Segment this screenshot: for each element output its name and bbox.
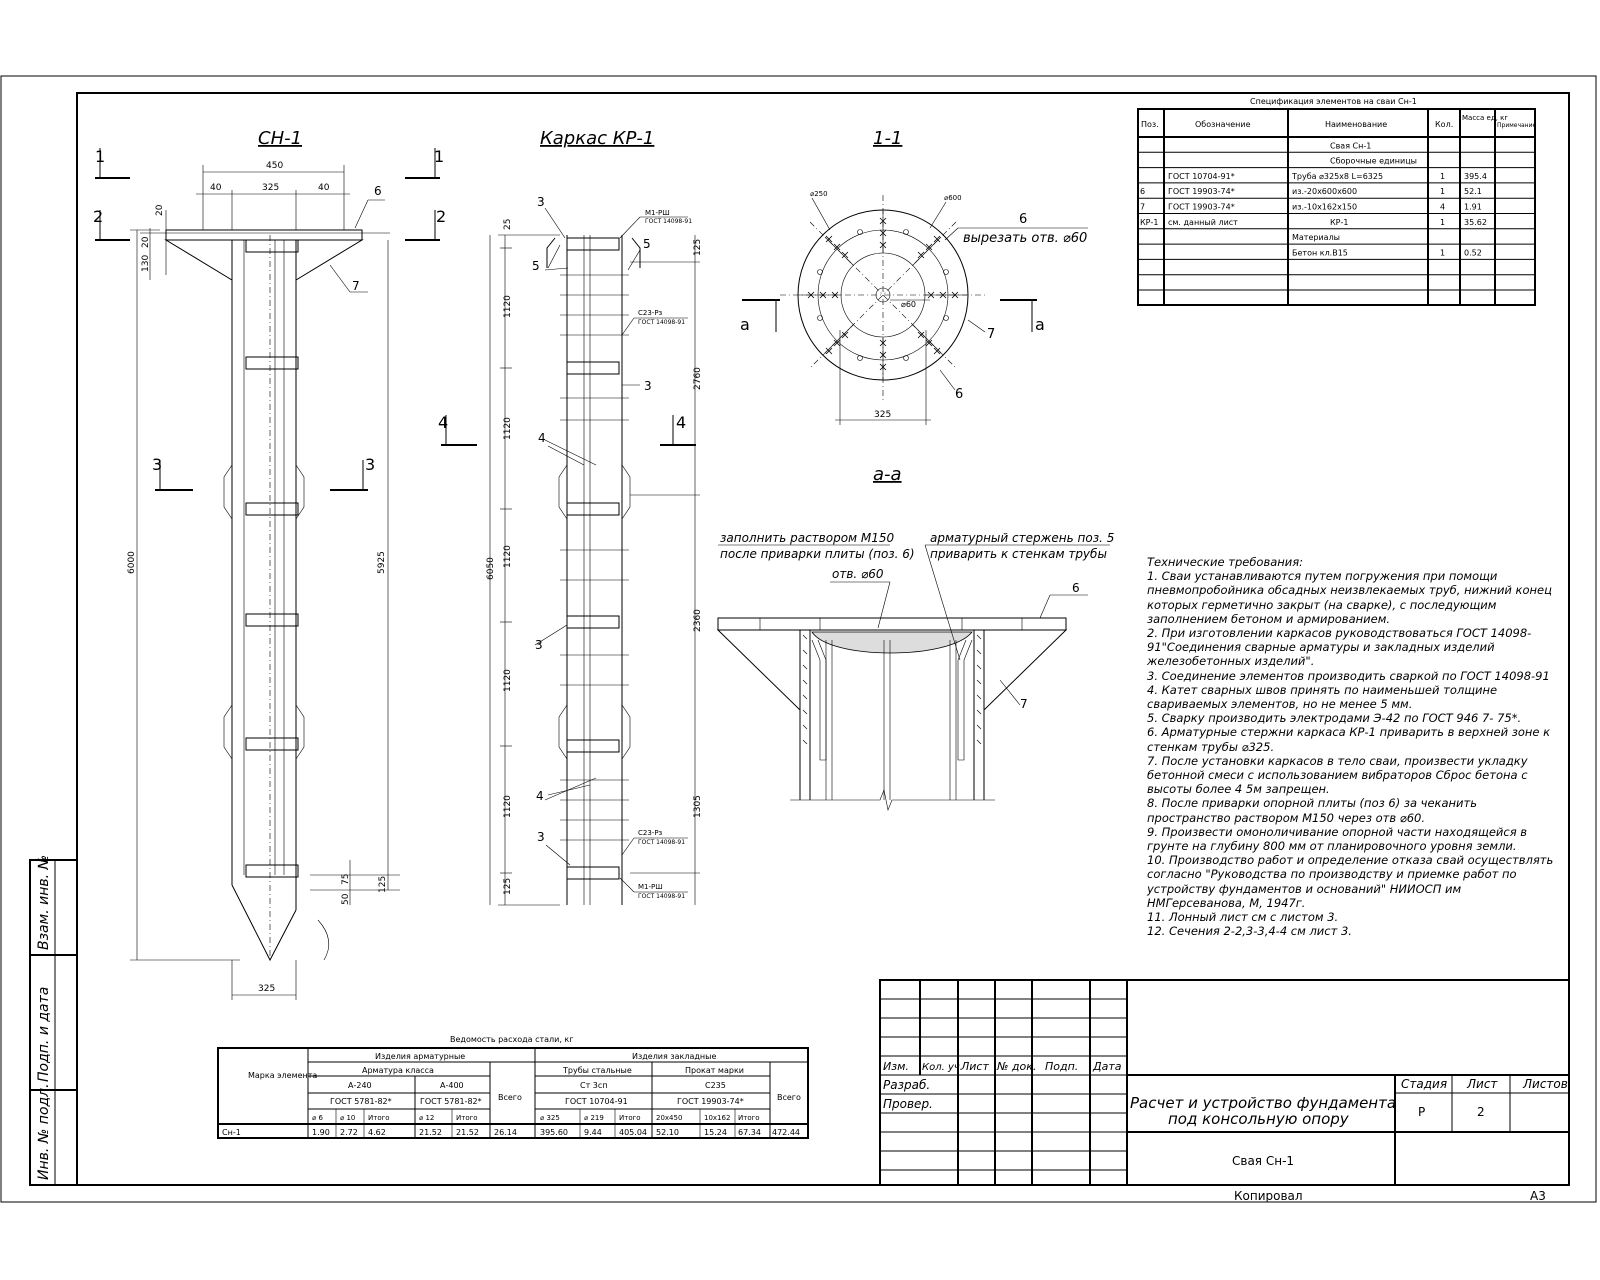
svg-text:С23-Рз: С23-Рз xyxy=(638,309,663,317)
tech-item: 6. Арматурные стержни каркаса КР-1 приварить в верхней зоне к стенкам трубы ⌀325. xyxy=(1147,725,1551,754)
steel-row-cell: 9.44 xyxy=(584,1128,602,1137)
svg-text:Арматура класса: Арматура класса xyxy=(362,1066,434,1075)
svg-text:Трубы стальные: Трубы стальные xyxy=(563,1066,632,1075)
steel-row-cell: 2.72 xyxy=(340,1128,358,1137)
svg-text:Расчет и устройство фундамента: Расчет и устройство фундамента xyxy=(1130,1094,1397,1112)
svg-text:50: 50 xyxy=(341,893,351,905)
spec-title: Спецификация элементов на сваи Сн-1 xyxy=(1250,97,1417,106)
svg-text:Изделия закладные: Изделия закладные xyxy=(632,1052,717,1061)
svg-text:⌀250: ⌀250 xyxy=(810,190,828,198)
steel-sub-header: 20х450 xyxy=(656,1114,683,1122)
svg-text:6: 6 xyxy=(1072,581,1080,595)
svg-text:125: 125 xyxy=(693,238,703,256)
spec-cell: из.-10х162х150 xyxy=(1292,202,1358,212)
svg-text:Лист: Лист xyxy=(1467,1077,1498,1091)
svg-text:Обозначение: Обозначение xyxy=(1195,120,1251,129)
steel-row-cell: 26.14 xyxy=(494,1128,517,1137)
svg-text:1120: 1120 xyxy=(503,795,513,818)
steel-sub-header: Итого xyxy=(619,1114,641,1122)
svg-text:325: 325 xyxy=(258,984,276,994)
steel-title: Ведомость расхода стали, кг xyxy=(450,1035,574,1044)
tech-item: 1. Сваи устанавливаются путем погружения при помощи пневмопробойника обсадных неизвлекаемых труб, нижний конец которых герметично закрыт (на сварке), с последующим заполнением бетоном и армированием. xyxy=(1147,569,1552,626)
svg-text:а: а xyxy=(1035,315,1045,334)
steel-sub-header: ⌀ 10 xyxy=(340,1114,356,1122)
steel-row-cell: 21.52 xyxy=(456,1128,479,1137)
svg-text:3: 3 xyxy=(537,195,545,209)
svg-text:ГОСТ 19903-74*: ГОСТ 19903-74* xyxy=(677,1097,744,1106)
steel-sub-header: Итого xyxy=(456,1114,478,1122)
spec-cell: 1 xyxy=(1440,187,1446,197)
svg-text:3: 3 xyxy=(152,455,163,474)
steel-row-cell: 405.04 xyxy=(619,1128,647,1137)
svg-text:арматурный стержень поз. 5: арматурный стержень поз. 5 xyxy=(930,531,1115,545)
svg-text:ГОСТ 10704-91: ГОСТ 10704-91 xyxy=(565,1097,628,1106)
spec-cell: Материалы xyxy=(1292,233,1340,243)
side-podp: Подп. и дата xyxy=(36,986,52,1082)
svg-text:Ст 3сп: Ст 3сп xyxy=(580,1081,608,1090)
spec-cell: 1.91 xyxy=(1464,202,1482,212)
svg-text:5925: 5925 xyxy=(377,551,387,574)
svg-text:Разраб.: Разраб. xyxy=(883,1078,931,1092)
svg-text:1120: 1120 xyxy=(503,545,513,568)
svg-text:3: 3 xyxy=(365,455,376,474)
svg-text:3: 3 xyxy=(537,830,545,844)
tech-item: 3. Соединение элементов производить сваркой по ГОСТ 14098-91 xyxy=(1147,668,1550,683)
steel-sub-header: ⌀ 6 xyxy=(312,1114,323,1122)
svg-text:Наименование: Наименование xyxy=(1325,120,1388,129)
svg-text:С235: С235 xyxy=(705,1081,726,1090)
svg-text:отв. ⌀60: отв. ⌀60 xyxy=(832,567,884,581)
svg-text:325: 325 xyxy=(874,410,892,420)
steel-row-cell: 395.60 xyxy=(540,1128,568,1137)
tech-item: 5. Сварку производить электродами Э-42 по ГОСТ 946 7- 75*. xyxy=(1147,711,1522,726)
svg-text:Масса ед, кг: Масса ед, кг xyxy=(1462,114,1509,122)
technical-requirements xyxy=(1147,555,1557,938)
tech-item: 11. Лонный лист см с листом 3. xyxy=(1147,910,1339,925)
svg-text:Прокат марки: Прокат марки xyxy=(685,1066,744,1075)
svg-text:40: 40 xyxy=(210,183,222,193)
tech-item: 8. После приварки опорной плиты (поз 6) за чеканить пространство раствором М150 через отв ⌀60. xyxy=(1147,796,1477,825)
svg-text:Листов: Листов xyxy=(1523,1077,1568,1091)
svg-text:ГОСТ 14098-91: ГОСТ 14098-91 xyxy=(638,893,686,900)
svg-text:2760: 2760 xyxy=(693,367,703,390)
svg-text:4: 4 xyxy=(676,413,687,432)
steel-row-cell: 1.90 xyxy=(312,1128,330,1137)
steel-sub-header: 10х162 xyxy=(704,1114,731,1122)
svg-text:6: 6 xyxy=(955,387,964,402)
svg-text:6: 6 xyxy=(1019,212,1028,227)
section-a-a xyxy=(718,464,1114,810)
svg-text:1120: 1120 xyxy=(503,669,513,692)
spec-cell: Бетон кл.В15 xyxy=(1292,248,1348,258)
svg-text:⌀60: ⌀60 xyxy=(901,300,916,309)
svg-text:1: 1 xyxy=(434,147,445,166)
side-vzam: Взам. инв. № xyxy=(36,854,52,950)
svg-text:6000: 6000 xyxy=(127,551,137,574)
tech-item: 12. Сечения 2-2,3-3,4-4 см лист 3. xyxy=(1147,924,1352,939)
svg-text:А-400: А-400 xyxy=(440,1081,464,1090)
svg-text:1: 1 xyxy=(95,147,106,166)
svg-text:под консольную опору: под консольную опору xyxy=(1168,1110,1349,1128)
steel-row-cell: 472.44 xyxy=(772,1128,800,1137)
tech-title: Технические требования: xyxy=(1147,555,1304,569)
spec-cell: из.-20х600х600 xyxy=(1292,187,1358,197)
steel-row-cell: 67.34 xyxy=(738,1128,761,1137)
svg-text:⌀600: ⌀600 xyxy=(944,194,962,202)
svg-text:Примечание: Примечание xyxy=(1497,122,1537,129)
svg-text:Поз.: Поз. xyxy=(1141,120,1159,129)
svg-text:325: 325 xyxy=(262,183,280,193)
svg-text:Провер.: Провер. xyxy=(883,1097,933,1111)
pile-view xyxy=(93,128,449,1000)
svg-text:130: 130 xyxy=(141,254,151,272)
tech-item: 9. Произвести омоноличивание опорной части находящейся в грунте на глубину 800 мм от планировочного уровня земли. xyxy=(1147,824,1528,854)
svg-text:6: 6 xyxy=(374,184,382,198)
section11-title: 1-1 xyxy=(873,128,903,149)
spec-cell: 4 xyxy=(1440,202,1446,212)
spec-cell: КР-1 xyxy=(1140,217,1159,227)
svg-text:Изм.: Изм. xyxy=(883,1060,909,1073)
title-block xyxy=(880,980,1569,1185)
svg-text:1120: 1120 xyxy=(503,295,513,318)
side-strip xyxy=(30,855,77,1185)
footer-copy: Копировал xyxy=(1234,1189,1303,1203)
svg-text:25: 25 xyxy=(503,218,513,230)
svg-text:1120: 1120 xyxy=(503,417,513,440)
svg-text:3: 3 xyxy=(535,638,543,652)
steel-row-cell: 21.52 xyxy=(419,1128,442,1137)
tech-item: 2. При изготовлении каркасов руководствоваться ГОСТ 14098-91"Соединения сварные арматуры и закладных изделий железобетонных изделий". xyxy=(1147,626,1532,669)
steel-row-cell: 4.62 xyxy=(368,1128,386,1137)
svg-text:5: 5 xyxy=(643,237,651,251)
steel-sub-header: ⌀ 12 xyxy=(419,1114,435,1122)
spec-cell: 0.52 xyxy=(1464,248,1482,258)
spec-cell: ГОСТ 19903-74* xyxy=(1168,202,1235,212)
svg-text:4: 4 xyxy=(536,789,544,803)
svg-text:С23-Рз: С23-Рз xyxy=(638,829,663,837)
tech-item: 10. Производство работ и определение отказа свай осуществлять согласно "Руководства по производству и приемке работ по устройству фундаментов и оснований" НИИОСП им НМГерсеванова, М, 1947г. xyxy=(1147,853,1554,910)
svg-text:Всего: Всего xyxy=(777,1093,801,1102)
spec-cell: 1 xyxy=(1440,248,1446,258)
svg-text:7: 7 xyxy=(1020,697,1028,711)
side-inv: Инв. № подл. xyxy=(36,1083,52,1180)
svg-text:5: 5 xyxy=(532,259,540,273)
svg-text:М1-РШ: М1-РШ xyxy=(645,209,670,217)
spec-table xyxy=(1138,97,1536,305)
svg-text:20: 20 xyxy=(155,204,165,216)
svg-text:Марка элемента: Марка элемента xyxy=(248,1071,318,1080)
svg-text:Подп.: Подп. xyxy=(1045,1060,1079,1073)
spec-cell: Свая Сн-1 xyxy=(1330,141,1372,151)
spec-cell: КР-1 xyxy=(1330,217,1349,227)
spec-cell: 52.1 xyxy=(1464,187,1482,197)
svg-text:Свая Сн-1: Свая Сн-1 xyxy=(1232,1154,1295,1168)
spec-cell: 1 xyxy=(1440,171,1446,181)
svg-text:2: 2 xyxy=(436,207,447,226)
spec-cell: ГОСТ 10704-91* xyxy=(1168,171,1235,181)
svg-text:1305: 1305 xyxy=(693,795,703,818)
svg-text:4: 4 xyxy=(438,413,449,432)
spec-cell: 6 xyxy=(1140,187,1146,197)
svg-text:75: 75 xyxy=(341,873,351,885)
svg-text:а: а xyxy=(740,315,750,334)
svg-text:40: 40 xyxy=(318,183,330,193)
svg-text:№ док.: № док. xyxy=(997,1060,1037,1073)
svg-text:7: 7 xyxy=(352,279,360,293)
spec-cell: см. данный лист xyxy=(1168,217,1238,227)
svg-text:2360: 2360 xyxy=(693,609,703,632)
svg-text:А-240: А-240 xyxy=(348,1081,372,1090)
footer-format: А3 xyxy=(1530,1189,1546,1203)
svg-text:приварить к стенкам трубы: приварить к стенкам трубы xyxy=(930,547,1107,561)
svg-text:Стадия: Стадия xyxy=(1401,1077,1448,1091)
svg-text:М1-РШ: М1-РШ xyxy=(638,883,663,891)
svg-text:7: 7 xyxy=(987,327,996,342)
svg-text:Всего: Всего xyxy=(498,1093,522,1102)
steel-table xyxy=(218,1035,808,1138)
tech-item: 7. После установки каркасов в тело сваи, произвести укладку бетонной смеси с использованием вибраторов Сброс бетона с высоты более 4 5м запрещен. xyxy=(1147,753,1528,797)
svg-text:2: 2 xyxy=(1477,1105,1485,1119)
spec-cell: 7 xyxy=(1140,202,1146,212)
svg-text:Дата: Дата xyxy=(1093,1060,1122,1073)
pile-title: СН-1 xyxy=(258,128,303,149)
sectionaa-title: а-а xyxy=(873,464,902,485)
steel-row-cell: Сн-1 xyxy=(222,1128,241,1137)
svg-text:20: 20 xyxy=(141,236,151,248)
steel-sub-header: Итого xyxy=(368,1114,390,1122)
svg-text:ГОСТ 14098-91: ГОСТ 14098-91 xyxy=(645,218,693,225)
steel-sub-header: Итого xyxy=(738,1114,760,1122)
svg-text:ГОСТ 5781-82*: ГОСТ 5781-82* xyxy=(420,1097,482,1106)
svg-text:4: 4 xyxy=(538,431,546,445)
svg-text:Кол.: Кол. xyxy=(1435,120,1454,129)
svg-text:Изделия арматурные: Изделия арматурные xyxy=(375,1052,466,1061)
steel-sub-header: ⌀ 219 xyxy=(584,1114,604,1122)
cage-view xyxy=(438,128,703,905)
svg-text:заполнить раствором М150: заполнить раствором М150 xyxy=(720,531,895,545)
svg-text:ГОСТ 5781-82*: ГОСТ 5781-82* xyxy=(330,1097,392,1106)
svg-text:125: 125 xyxy=(378,875,388,893)
svg-text:450: 450 xyxy=(266,161,284,171)
steel-row-cell: 15.24 xyxy=(704,1128,727,1137)
svg-text:Р: Р xyxy=(1418,1105,1426,1119)
svg-text:вырезать отв. ⌀60: вырезать отв. ⌀60 xyxy=(963,231,1088,246)
section-1-1 xyxy=(740,128,1088,425)
svg-text:3: 3 xyxy=(644,379,652,393)
cage-title: Каркас КР-1 xyxy=(540,128,655,149)
steel-sub-header: ⌀ 325 xyxy=(540,1114,560,1122)
svg-text:6050: 6050 xyxy=(486,557,496,580)
svg-text:125: 125 xyxy=(503,877,513,895)
svg-text:ГОСТ 14098-91: ГОСТ 14098-91 xyxy=(638,319,686,326)
spec-cell: Труба ⌀325х8 L=6325 xyxy=(1292,171,1384,181)
spec-cell: 35.62 xyxy=(1464,217,1487,227)
svg-text:после приварки плиты (поз. 6): после приварки плиты (поз. 6) xyxy=(720,547,915,561)
spec-cell: ГОСТ 19903-74* xyxy=(1168,187,1235,197)
spec-cell: 1 xyxy=(1440,217,1446,227)
tech-item: 4. Катет сварных швов принять по наименьшей толщине свариваемых элементов, но не менее 5 мм. xyxy=(1147,682,1498,712)
spec-cell: 395.4 xyxy=(1464,171,1487,181)
spec-cell: Сборочные единицы xyxy=(1330,156,1417,166)
steel-row-cell: 52.10 xyxy=(656,1128,679,1137)
svg-text:Кол. уч.: Кол. уч. xyxy=(922,1062,963,1073)
svg-text:Лист: Лист xyxy=(961,1060,989,1073)
svg-text:2: 2 xyxy=(93,207,104,226)
svg-text:ГОСТ 14098-91: ГОСТ 14098-91 xyxy=(638,839,686,846)
